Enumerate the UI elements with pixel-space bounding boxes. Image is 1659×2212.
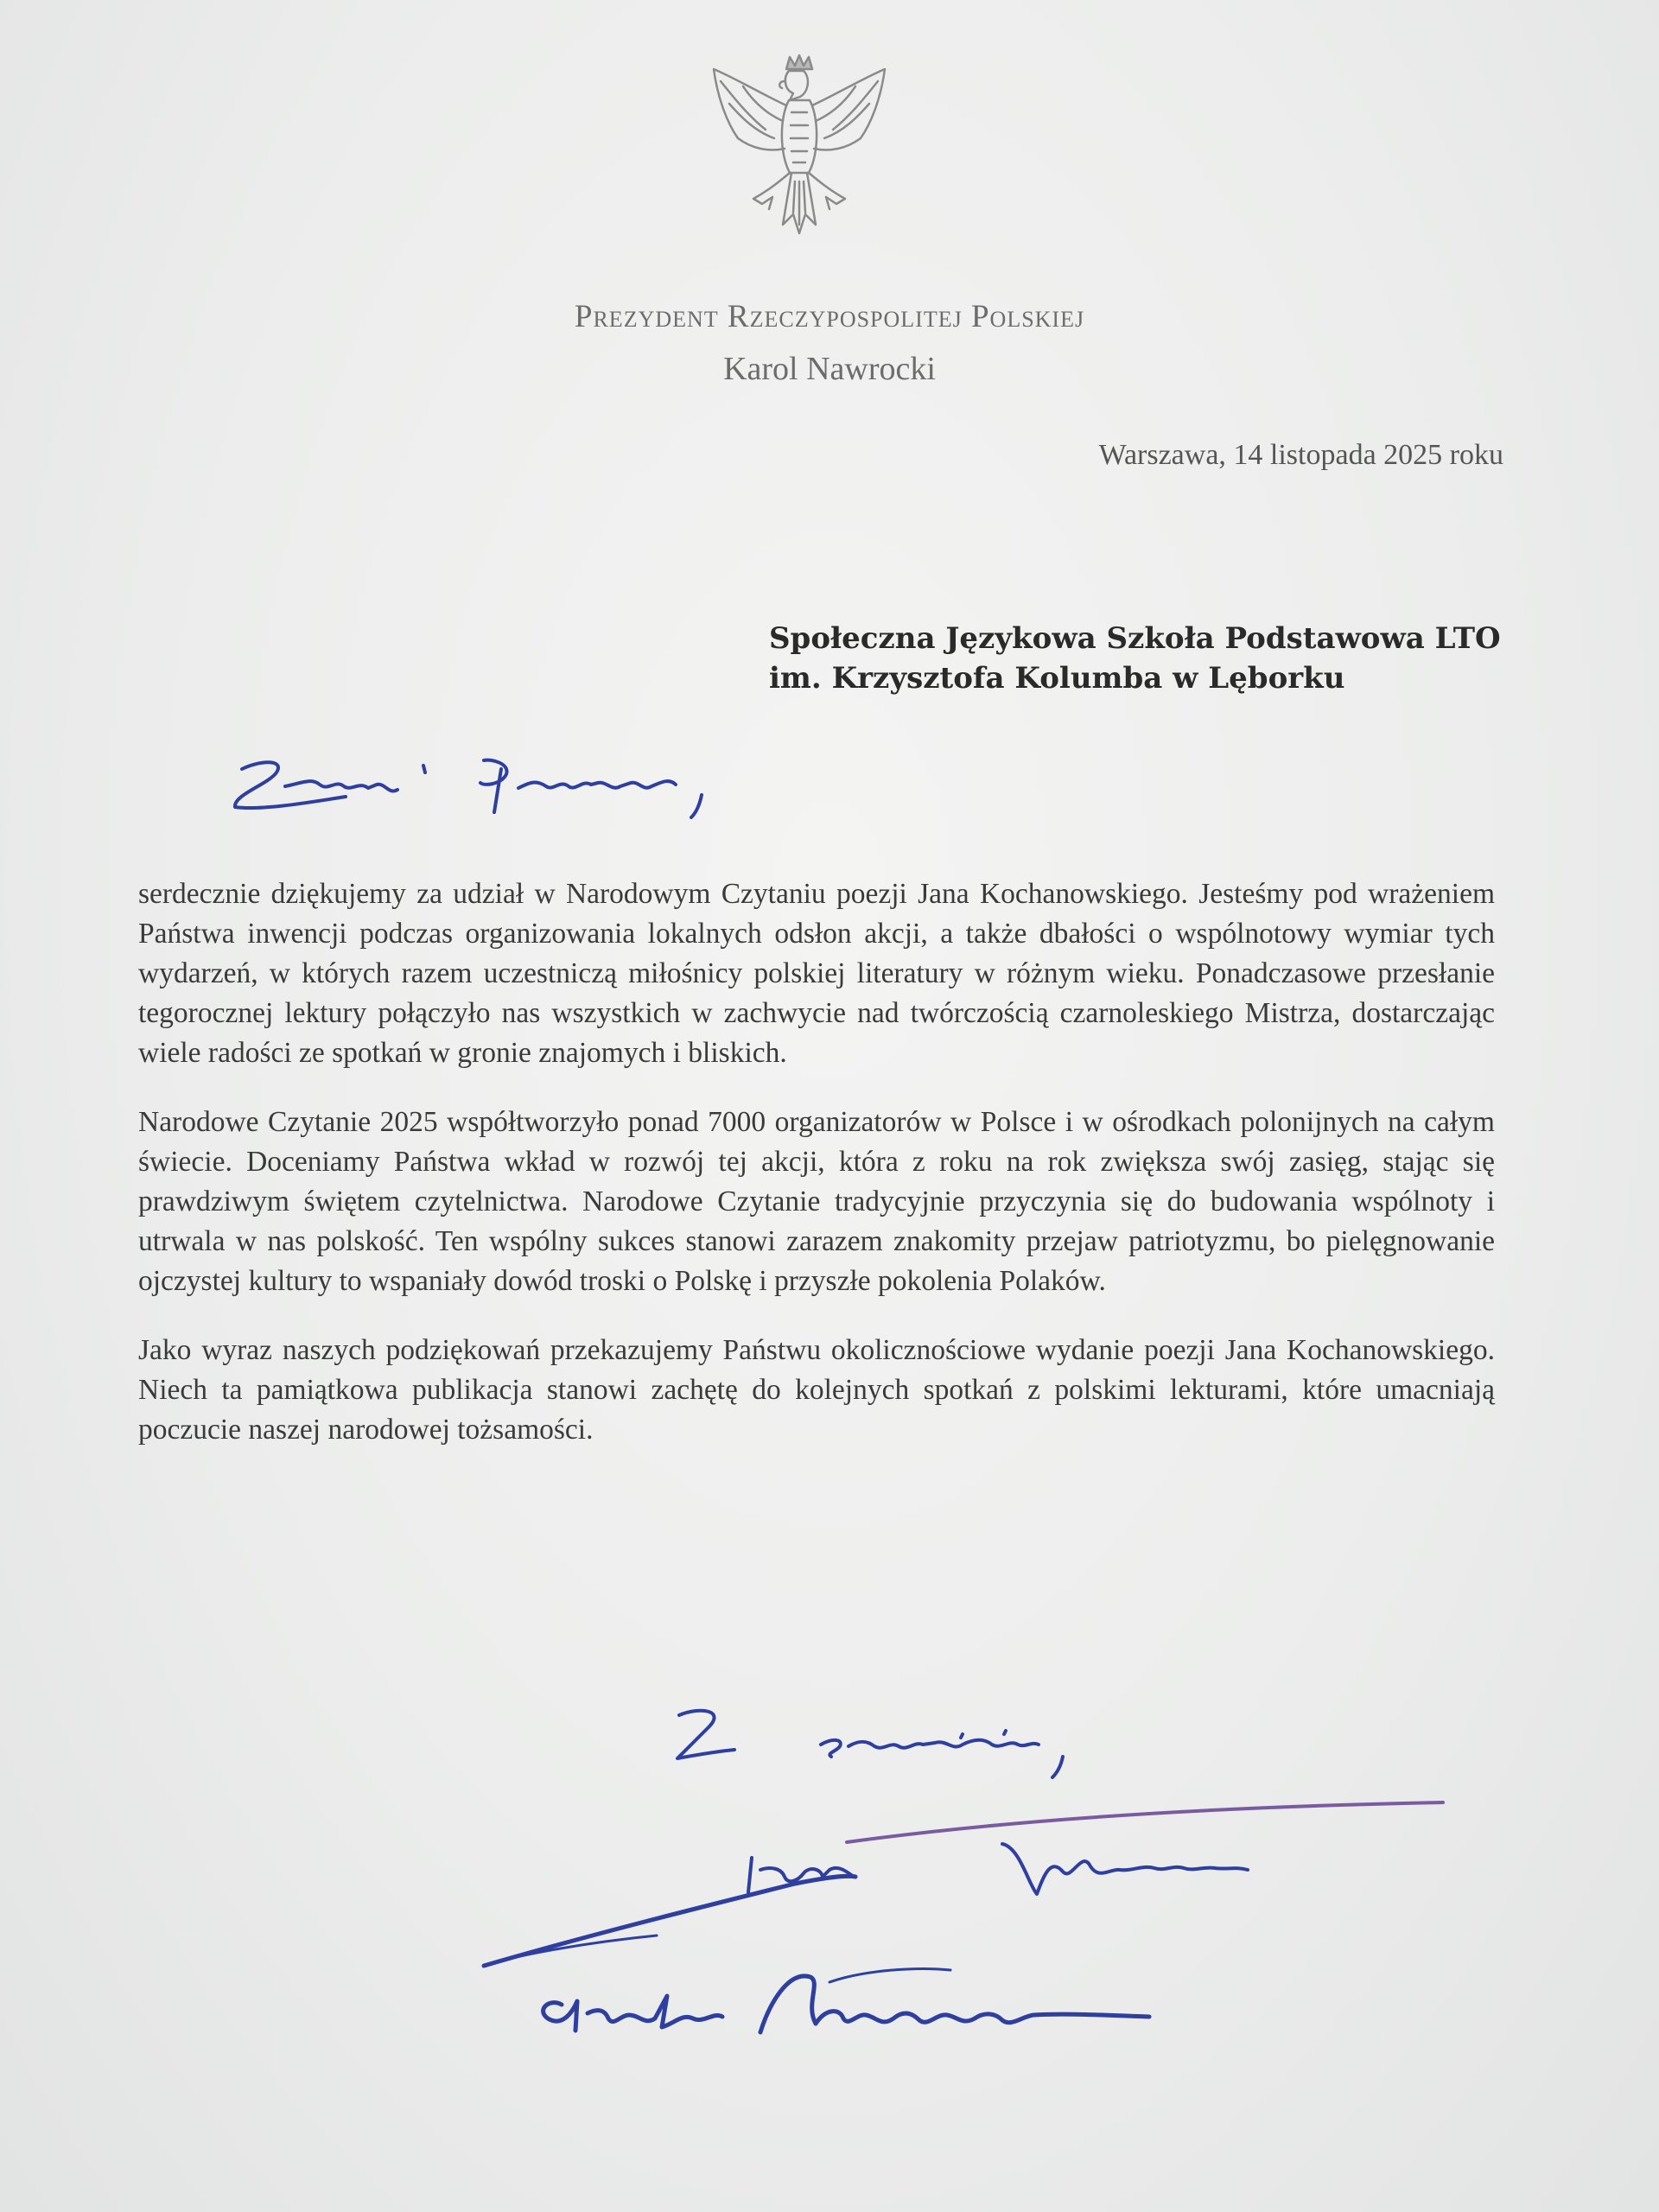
officer-name: Karol Nawrocki <box>723 351 936 387</box>
recipient-line-2: im. Krzysztofa Kolumba w Lęborku <box>769 661 1345 696</box>
body-paragraph-1: serdecznie dziękujemy za udział w Narodowym Czytaniu poezji Jana Kochanowskiego. Jesteśmy pod wrażeniem Państwa inwencji podczas organizowania lokalnych odsłon akcji, a także dbałości o wspólnotowy wymiar tych wydarzeń, w których razem uczestniczą miłośnicy polskiej literatury w różnym wieku. Ponadczasowe przesłanie tegorocznej lektury połączyło nas wszystkich w zachwycie nad twórczością czarnoleskiego Mistrza, dostarczając wiele radości ze spotkań w gronie znajomych i bliskich. <box>138 878 1495 1069</box>
handwritten-signature <box>467 1797 1460 2056</box>
handwritten-closing <box>648 1689 1184 1793</box>
handwritten-greeting <box>225 734 778 830</box>
body-paragraph-3: Jako wyraz naszych podziękowań przekazujemy Państwu okolicznościowe wydanie poezji Jana Kochanowskiego. Niech ta pamiątkowa publikacja stanowi zachętę do kolejnych spotkań z polskimi lekturami, które umacniają poczucie naszej narodowej tożsamości. <box>138 1334 1495 1446</box>
letter-body <box>138 874 1495 1479</box>
recipient-block <box>769 619 1501 698</box>
office-title: Prezydent Rzeczypospolitej Polskiej <box>574 299 1085 334</box>
body-paragraph-2: Narodowe Czytanie 2025 współtworzyło ponad 7000 organizatorów w Polsce i w ośrodkach polonijnych na całym świecie. Doceniamy Państwa wkład w rozwój tej akcji, która z roku na rok zwiększa swój zasięg, stając się prawdziwym świętem czytelnictwa. Narodowe Czytanie tradycyjnie przyczynia się do budowania wspólnoty i utrwala w nas polskość. Ten wspólny sukces stanowi zarazem znakomity przejaw patriotyzmu, bo pielęgnowanie ojczystej kultury to wspaniały dowód troski o Polskę i przyszłe pokolenia Polaków. <box>138 1106 1495 1297</box>
white-eagle-emblem-icon <box>700 52 899 251</box>
letter-date: Warszawa, 14 listopada 2025 roku <box>1098 439 1503 471</box>
recipient-line-1: Społeczna Językowa Szkoła Podstawowa LTO <box>769 621 1501 656</box>
